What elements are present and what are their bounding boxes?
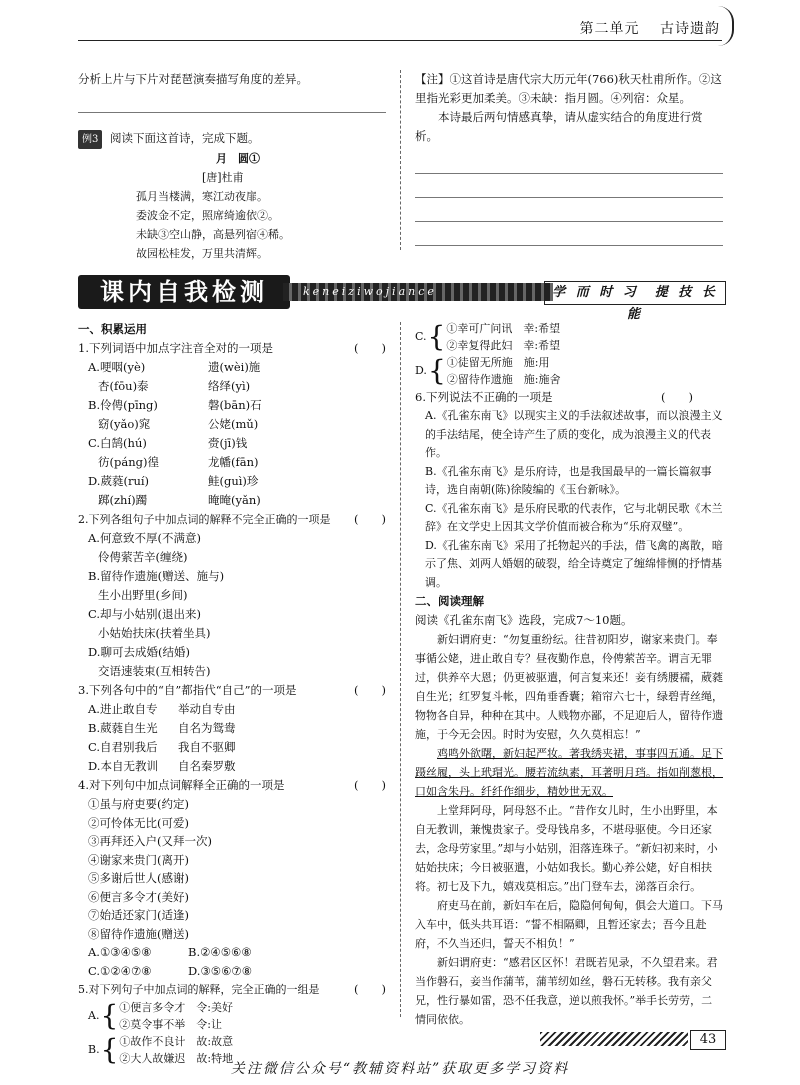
option-part: 踯(zhí)躅 [98,493,148,507]
column-divider [400,70,401,250]
example-heading [78,129,386,149]
option-part: ①故作不良计 [119,1035,186,1048]
banner-pinyin: keneiziwojiance [283,283,553,301]
option-part: 晻晻(yǎn) [208,493,261,507]
option[interactable]: D.聊可去成婚(结婚) [88,645,190,659]
option-part: 伶俜萦苦辛(缠绕) [98,550,188,564]
option-part: 自名秦罗敷 [178,759,236,773]
option-part: ①便言多令才 [119,1001,186,1014]
question-stem: 6.下列说法不正确的一项是 [415,390,553,404]
option-part: 窈(yǎo)窕 [98,417,151,431]
q4-items [78,795,386,980]
right-column [415,320,723,1029]
option-part: ①徒留无所施 [446,356,513,369]
option-part: ①幸可广问讯 [446,322,513,335]
option-part: 杏(fōu)泰 [98,379,149,393]
header-rule [78,40,722,41]
option-part: 故:故意 [196,1035,234,1048]
brace-icon: { [100,999,119,1032]
option-part: 施:用 [523,356,550,369]
option[interactable]: B.②④⑤⑥⑧ [188,945,252,959]
running-header [580,18,720,38]
poem-line: 委波金不定，照席绮逾依②。 [136,209,279,222]
answer-paren[interactable]: ( ) [354,683,386,697]
passage-paragraph: 鸡鸣外欲曙，新妇起严妆。著我绣夹裙，事事四五通。足下蹑丝履，头上玳瑁光。腰若流纨素，耳著明月珰。指如削葱根，口如含朱丹。纤纤作细步，精妙世无双。 [415,747,723,798]
option-part: 我自不驱卿 [178,740,236,754]
question-stem: 1.下列词语中加点字注音全对的一项是 [78,341,273,355]
example-tag: 例3 [78,130,102,149]
question-6 [415,388,723,407]
option[interactable]: C.自君别我后 [88,740,158,754]
option-part: 遗(wèi)施 [208,360,261,374]
brace-icon: { [427,320,446,353]
option-part: 令:美好 [196,1001,233,1014]
option-A[interactable] [88,999,386,1033]
option[interactable]: C.《孔雀东南飞》是乐府民歌的代表作，它与北朝民歌《木兰辞》在文学史上因其文学价值而被合称为“乐府双璧”。 [425,501,723,533]
option[interactable]: D.本自无教训 [88,759,158,773]
list-item: ⑧留待作遗施(赠送) [88,926,189,941]
option[interactable]: A.①③④⑤⑧ [88,945,152,959]
poem-line: 孤月当楼满，寒江动夜扉。 [136,190,268,203]
left-column [78,320,386,1067]
question-text: 分析上片与下片对琵琶演奏描写角度的差异。 [78,72,308,86]
brace-icon: { [100,1033,119,1066]
banner-title: 课内自我检测 [78,275,290,309]
option-part: 公姥(mǔ) [208,417,259,431]
page-number-bar [540,1030,726,1048]
option[interactable]: A.《孔雀东南飞》以现实主义的手法叙述故事，而以浪漫主义的手法结尾，使全诗产生了质的变化，成为浪漫主义的代表作。 [425,409,723,459]
poem [78,149,386,263]
answer-paren[interactable]: ( ) [354,512,386,526]
passage-paragraph: 上堂拜阿母，阿母怒不止。“昔作女儿时，生小出野里，本自无教训，兼愧贵家子。受母钱帛多，不堪母驱使。今日还家去，念母劳家里。”却与小姑别，泪落连珠子。“新妇初来时，小姑始扶床；今日被驱遣，小姑如我长。勤心养公姥，好自相扶将。初七及下九，嬉戏莫相忘。”出门登车去，涕落百余行。 [415,804,718,893]
option-part: 络绎(yì) [208,379,251,393]
page-number: 43 [690,1030,726,1050]
header-ornament [718,6,734,46]
q5-options-left [78,999,386,1067]
answer-line[interactable] [415,178,723,198]
answer-paren[interactable]: ( ) [354,778,386,792]
option[interactable]: B.留待作遗施(赠送、施与) [88,569,225,583]
section-banner [78,275,726,322]
option-part: ②莫令事不举 [119,1018,186,1031]
reading-prompt: 阅读《孔雀东南飞》选段，完成7～10题。 [415,613,633,627]
option[interactable]: A.进止敢自专 [88,702,158,716]
option-label: B. [88,1043,100,1056]
poem-note: 【注】①这首诗是唐代宗大历元年(766)秋天杜甫所作。②这里指光彩更加柔美。③未缺：指月圆。④列宿：众星。 [415,72,722,105]
answer-line[interactable] [415,226,723,246]
poem-author: [唐]杜甫 [202,171,244,184]
top-left-block [78,70,386,263]
question-stem: 4.对下列句中加点词解释全正确的一项是 [78,778,285,792]
option[interactable]: C.①②④⑦⑧ [88,963,152,978]
option[interactable]: D.《孔雀东南飞》采用了托物起兴的手法，借飞禽的离散，暗示了焦、刘两人婚姻的破裂，给全诗奠定了缠绵悱恻的抒情基调。 [425,538,723,589]
option-part: 施:施舍 [523,373,561,386]
option-part: 幸:希望 [523,322,561,335]
option-part: 幸:希望 [523,339,561,352]
option[interactable]: D.葳蕤(ruí) [88,474,150,488]
option-part: ②大人故嫌迟 [119,1052,186,1065]
option-part: 彷(páng)徨 [98,455,159,469]
passage-paragraph: 府吏马在前，新妇车在后，隐隐何甸甸，俱会大道口。下马入车中，低头共耳语：“誓不相隔卿，且暂还家去；吾今且赴府，不久当还归，誓天不相负！” [415,899,723,950]
option-part: 自名为鸳鸯 [178,721,236,735]
passage-paragraph: 新妇谓府吏：“勿复重纷纭。往昔初阳岁，谢家来贵门。奉事循公姥，进止敢自专？昼夜勤作息，伶俜萦苦辛。谓言无罪过，供养卒大恩；仍更被驱遣，何言复来还！妾有绣腰襦，葳蕤自生光；红罗复斗帐，四角垂香囊；箱帘六七十，绿碧青丝绳，物物各自异，种种在其中。人贱物亦鄙，不足迎后人，留待作遗施，于今无会因。时时为安慰，久久莫相忘！” [415,633,723,741]
list-item: ⑤多谢后世人(感谢) [88,871,189,885]
question-stem: 5.对下列句子中加点词的解释，完全正确的一组是 [78,983,320,996]
unit-title: 古诗遗韵 [660,21,720,37]
top-right-block [415,70,723,250]
option-part: 磐(bān)石 [208,398,262,412]
q2-options [78,529,386,681]
footer-note: 关注微信公众号“教辅资料站”获取更多学习资料 [230,1061,570,1077]
section-heading: 一、积累运用 [78,322,147,336]
question-4 [78,776,386,795]
list-item: ②可怜体无比(可爱) [88,815,189,830]
option[interactable]: A.何意致不厚(不满意) [88,531,201,545]
option-C[interactable] [415,320,723,354]
example-prompt: 阅读下面这首诗，完成下题。 [110,131,260,145]
question-stem: 3.下列各句中的“自”都指代“自己”的一项是 [78,683,297,697]
option-part: ②幸复得此妇 [446,339,513,352]
option[interactable]: C.白鹄(hú) [88,436,147,450]
answer-paren[interactable]: ( ) [661,390,693,404]
q1-options [78,358,386,510]
option-part: 故:特地 [196,1052,234,1065]
answer-line[interactable] [78,93,386,113]
column-divider [400,322,401,1017]
option-D[interactable] [415,354,723,388]
answer-line[interactable] [415,202,723,222]
question-2 [78,510,386,529]
passage-paragraph: 新妇谓府吏：“感君区区怀！君既若见录，不久望君来。君当作磐石，妾当作蒲苇，蒲苇纫如丝，磐石无转移。我有亲父兄，性行暴如雷，恐不任我意，逆以煎我怀。”举手长劳劳，二情同依依。 [415,956,718,1026]
list-item: ⑦始适还家门(适逢) [88,908,189,922]
unit-label: 第二单元 [579,21,640,37]
list-item: ④谢家来贵门(离开) [88,852,189,867]
answer-line[interactable] [415,154,723,174]
poem-line: 未缺③空山静，高悬列宿④稀。 [136,228,290,241]
option-part: 龙幡(fān) [208,455,259,469]
option-part: 生小出野里(乡间) [98,588,188,602]
option[interactable]: D.③⑤⑥⑦⑧ [188,963,253,978]
option[interactable]: B.《孔雀东南飞》是乐府诗，也是我国最早的一篇长篇叙事诗，选自南朝(陈)徐陵编的《玉台新咏》。 [425,464,712,496]
option-part: 赍(jī)钱 [208,436,248,450]
option[interactable]: C.却与小姑别(退出来) [88,607,202,621]
poem-title: 月 圆① [216,152,260,165]
q6-options [415,407,723,592]
q3-options [78,700,386,776]
hatch-decoration [540,1032,688,1046]
section-heading: 二、阅读理解 [415,594,484,608]
list-item: ⑥便言多令才(美好) [88,889,189,904]
option-part: 鲑(guì)珍 [208,474,259,488]
q5-options-right [415,320,723,388]
option[interactable]: A.哽咽(yè) [88,360,146,374]
option-label: D. [415,364,427,377]
option[interactable]: B.葳蕤自生光 [88,721,158,735]
task-text: 本诗最后两句情感真挚，请从虚实结合的角度进行赏析。 [415,110,703,143]
option-part: 举动自专由 [178,702,236,716]
option-part: 令:让 [196,1018,222,1031]
question-stem: 2.下列各组句子中加点词的解释不完全正确的一项是 [78,513,331,526]
option-label: C. [415,330,427,343]
list-item: ①虽与府吏要(约定) [88,797,189,811]
option-part: 小姑始扶床(扶着坐具) [98,626,211,640]
brace-icon: { [427,354,446,387]
option[interactable]: B.伶俜(pīng) [88,398,158,412]
answer-paren[interactable]: ( ) [354,982,386,996]
option-part: 交语速装束(互相转告) [98,664,211,678]
list-item: ③再拜还入户(又拜一次) [88,834,212,848]
option-label: A. [88,1009,100,1022]
answer-paren[interactable]: ( ) [354,341,386,355]
option-part: ②留待作遗施 [446,373,513,386]
poem-line: 故园松桂发，万里共清辉。 [136,247,268,260]
question-1 [78,339,386,358]
question-5 [78,980,386,999]
banner-slogan: 学 而 时 习 提 技 长 能 [544,281,726,305]
question-3 [78,681,386,700]
